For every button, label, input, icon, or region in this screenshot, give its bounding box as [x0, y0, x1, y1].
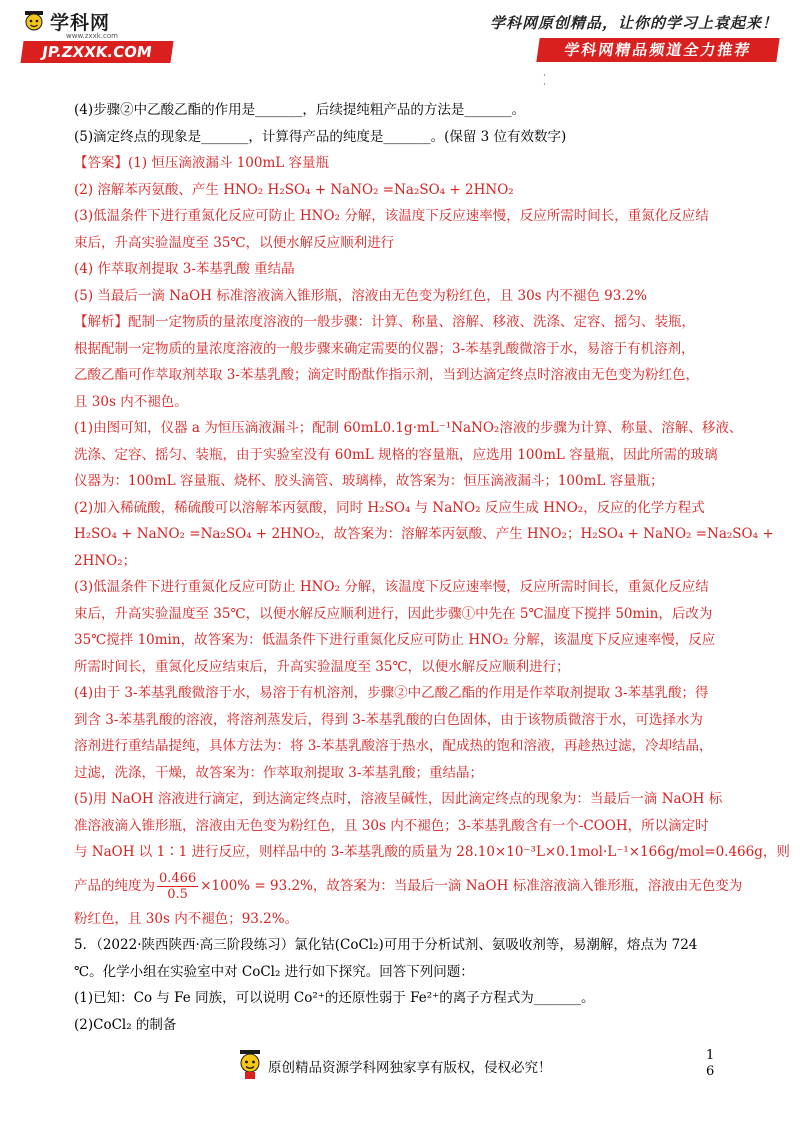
document-body [74, 97, 790, 1038]
mascot-icon [22, 9, 46, 33]
fraction-numerator: 0.466 [159, 870, 197, 886]
analysis-line: (3)低温条件下进行重氮化反应可防止 HNO₂ 分解，该温度下反应速率慢，反应所需时间长，重氮化反应结 [74, 579, 709, 595]
logo-name: 学科网 [50, 11, 111, 34]
analysis-line: 洗涤、定容、摇匀、装瓶，由于实验室没有 60mL 规格的容量瓶，应选用 100mL 容量瓶，因此所需的玻璃 [74, 446, 718, 463]
analysis-line: (1)由图可知，仪器 a 为恒压滴液漏斗；配制 60mL0.1g·mL⁻¹NaNO₂溶液的步骤为计算、称量、溶解、移液、 [74, 420, 743, 436]
analysis-line: 仪器为：100mL 容量瓶、烧杯、胶头滴管、玻璃棒，故答案为：恒压滴液漏斗；100mL 容量瓶； [74, 473, 664, 489]
page-header [0, 0, 800, 90]
formula-prefix: 产品的纯度为 [74, 877, 155, 894]
question-line: (2)CoCl₂ 的制备 [74, 1016, 177, 1033]
analysis-line: 2HNO₂； [74, 552, 137, 569]
analysis-line: (5)用 NaOH 溶液进行滴定，到达滴定终点时，溶液呈碱性，因此滴定终点的现象为：当最后一滴 NaOH 标 [74, 791, 723, 807]
analysis-line: 到含 3-苯基乳酸的溶液，将溶剂蒸发后，得到 3-苯基乳酸的白色固体，由于该物质微溶于水，可选择水为 [74, 711, 703, 728]
logo-url[interactable]: JP.ZXXK.COM [20, 41, 173, 63]
fraction-denominator: 0.5 [167, 886, 188, 902]
answer-line: (5) 当最后一滴 NaOH 标准溶液滴入锥形瓶，溶液由无色变为粉红色，且 30s 内不褪色 93.2% [74, 287, 648, 304]
question-line: (4)步骤②中乙酸乙酯的作用是_______，后续提纯粗产品的方法是_______。 [74, 102, 526, 118]
analysis-line: 束后，升高实验温度至 35℃，以便水解反应顺利进行，因此步骤①中先在 5℃温度下搅拌 50min，后改为 [74, 605, 713, 622]
answer-line: (3)低温条件下进行重氮化反应可防止 HNO₂ 分解，该温度下反应速率慢，反应所需时间长，重氮化反应结 [74, 208, 709, 224]
analysis-line: 35℃搅拌 10min，故答案为：低温条件下进行重氮化反应可防止 HNO₂ 分解，该温度下反应速率慢，反应 [74, 632, 716, 648]
copyright-text: 原创精品资源学科网独家享有版权，侵权必究！ [268, 1060, 552, 1076]
question-line: 5．（2022·陕西陕西·高三阶段练习）氯化钴(CoCl₂)可用于分析试剂、氨吸收剂等，易潮解，熔点为 724 [74, 937, 698, 953]
analysis-line: 溶剂进行重结晶提纯，具体方法为：将 3-苯基乳酸溶于热水，配成热的饱和溶液，再趁热过滤，冷却结晶， [74, 738, 713, 754]
analysis-line: 【解析】配制一定物质的量浓度溶液的一般步骤：计算、称量、溶解、移液、洗涤、定容、摇匀、装瓶， [74, 314, 695, 330]
analysis-line: 根据配制一定物质的量浓度溶液的一般步骤来确定需要的仪器；3-苯基乳酸微溶于水，易溶于有机溶剂， [74, 340, 695, 357]
mascot-icon [236, 1048, 264, 1080]
analysis-line: 乙酸乙酯可作萃取剂萃取 3-苯基乳酸；滴定时酚酞作指示剂，当到达滴定终点时溶液由无色变为粉红色， [74, 367, 699, 383]
purity-formula-line [74, 866, 743, 906]
question-line: (1)已知：Co 与 Fe 同族，可以说明 Co²⁺的还原性弱于 Fe²⁺的离子方程式为_______。 [74, 990, 595, 1006]
answer-line: 【答案】(1) 恒压滴液漏斗 100mL 容量瓶 [74, 155, 330, 171]
page-number [706, 1048, 714, 1080]
question-line: (5)滴定终点的现象是_______，计算得产品的纯度是_______。(保留 3 位有效数字) [74, 128, 567, 145]
header-banner: 学科网精品频道全力推荐 [536, 38, 779, 62]
zxxk-logo[interactable] [22, 8, 172, 64]
page-footer [0, 1040, 800, 1090]
header-slogan: 学科网原创精品，让你的学习上袁起来！ [489, 14, 778, 32]
analysis-line: 且 30s 内不褪色。 [74, 393, 188, 410]
logo-subtitle: www.zxxk.com [66, 32, 118, 40]
page-current: 1 [706, 1048, 715, 1063]
analysis-line: 粉红色，且 30s 内不褪色；93.2%。 [74, 910, 299, 927]
decorative-dots: · · [543, 71, 546, 90]
purity-fraction [157, 871, 198, 902]
analysis-line: (4)由于 3-苯基乳酸微溶于水，易溶于有机溶剂，步骤②中乙酸乙酯的作用是作萃取剂提取 3-苯基乳酸；得 [74, 685, 709, 701]
analysis-line: 准溶液滴入锥形瓶，溶液由无色变为粉红色，且 30s 内不褪色；3-苯基乳酸含有一个-COOH，所以滴定时 [74, 817, 709, 834]
formula-suffix: ×100% = 93.2%，故答案为：当最后一滴 NaOH 标准溶液滴入锥形瓶，溶液由无色变为 [200, 877, 743, 894]
answer-line: 束后，升高实验温度至 35℃，以便水解反应顺利进行 [74, 234, 395, 251]
analysis-line: 与 NaOH 以 1∶1 进行反应，则样品中的 3-苯基乳酸的质量为 28.10×10⁻³L×0.1mol·L⁻¹×166g/mol=0.466g，则 [74, 844, 790, 860]
page-total: 6 [706, 1064, 715, 1079]
question-line: ℃。化学小组在实验室中对 CoCl₂ 进行如下探究。回答下列问题： [74, 963, 474, 980]
analysis-line: (2)加入稀硫酸，稀硫酸可以溶解苯丙氨酸，同时 H₂SO₄ 与 NaNO₂ 反应生成 HNO₂，反应的化学方程式 [74, 499, 705, 516]
analysis-line: 过滤，洗涤，干燥，故答案为：作萃取剂提取 3-苯基乳酸；重结晶； [74, 764, 483, 781]
answer-line: (4) 作萃取剂提取 3-苯基乳酸 重结晶 [74, 261, 295, 277]
answer-line: (2) 溶解苯丙氨酸、产生 HNO₂ H₂SO₄ + NaNO₂ =Na₂SO₄ + 2HNO₂ [74, 181, 514, 198]
analysis-line: H₂SO₄ + NaNO₂ =Na₂SO₄ + 2HNO₂，故答案为：溶解苯丙氨酸、产生 HNO₂；H₂SO₄ + NaNO₂ =Na₂SO₄ + [74, 526, 774, 542]
analysis-line: 所需时间长，重氮化反应结束后，升高实验温度至 35℃，以便水解反应顺利进行； [74, 658, 570, 675]
